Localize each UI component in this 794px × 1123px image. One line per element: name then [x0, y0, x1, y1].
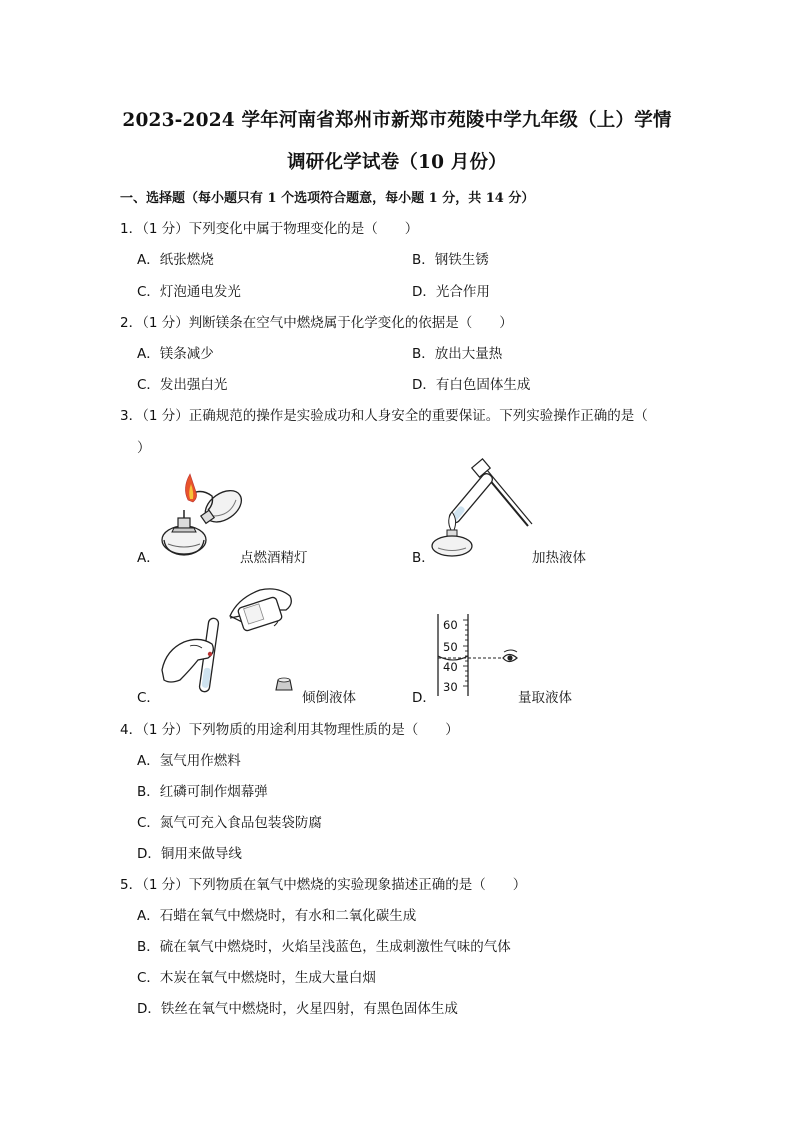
question-5-stem: 5．（1 分）下列物质在氧气中燃烧的实验现象描述正确的是（ ）: [120, 877, 527, 893]
q5-option-a[interactable]: A．石蜡在氧气中燃烧时，有水和二氧化碳生成: [137, 908, 417, 924]
q4-option-c[interactable]: C．氮气可充入食品包装袋防腐: [137, 815, 322, 831]
q2-option-a[interactable]: A．镁条减少: [137, 346, 214, 362]
pouring-liquid-figure: [160, 580, 305, 700]
q1-option-a[interactable]: A．纸张燃烧: [137, 252, 214, 268]
q4-option-d[interactable]: D．铜用来做导线: [137, 846, 242, 862]
q3-caption-b: 加热液体: [532, 550, 586, 566]
exam-title-line2: 调研化学试卷（10 月份）: [287, 152, 507, 173]
q1-option-c[interactable]: C．灯泡通电发光: [137, 284, 241, 300]
cylinder-tick-40: 40: [443, 660, 458, 674]
q3-caption-d: 量取液体: [518, 690, 572, 706]
q2-option-d[interactable]: D．有白色固体生成: [412, 377, 531, 393]
cylinder-tick-30: 30: [443, 680, 458, 694]
exam-title-line1: 2023-2024 学年河南省郑州市新郑市苑陵中学九年级（上）学情: [122, 110, 672, 131]
question-1-stem: 1．（1 分）下列变化中属于物理变化的是（ ）: [120, 221, 419, 237]
q1-option-b[interactable]: B．钢铁生锈: [412, 252, 489, 268]
q2-option-c[interactable]: C．发出强白光: [137, 377, 228, 393]
q2-option-b[interactable]: B．放出大量热: [412, 346, 503, 362]
q5-option-d[interactable]: D．铁丝在氧气中燃烧时，火星四射，有黑色固体生成: [137, 1001, 458, 1017]
q3-option-d[interactable]: D．: [412, 690, 436, 706]
q1-option-d[interactable]: D．光合作用: [412, 284, 490, 300]
question-2-stem: 2．（1 分）判断镁条在空气中燃烧属于化学变化的依据是（ ）: [120, 315, 513, 331]
cylinder-tick-60: 60: [443, 618, 458, 632]
q3-option-a[interactable]: A．: [137, 550, 160, 566]
q5-option-c[interactable]: C．木炭在氧气中燃烧时，生成大量白烟: [137, 970, 376, 986]
q3-option-b[interactable]: B．: [412, 550, 435, 566]
q5-option-b[interactable]: B．硫在氧气中燃烧时，火焰呈浅蓝色，生成刺激性气味的气体: [137, 939, 511, 955]
test-tube-heating-figure: [430, 460, 540, 565]
question-3-stem: 3．（1 分）正确规范的操作是实验成功和人身安全的重要保证。下列实验操作正确的是（: [120, 408, 648, 424]
q3-option-c[interactable]: C．: [137, 690, 160, 706]
alcohol-lamp-lighting-figure: [160, 470, 250, 560]
q4-option-b[interactable]: B．红磷可制作烟幕弹: [137, 784, 268, 800]
question-3-stem-cont: ）: [137, 440, 151, 456]
q3-caption-c: 倾倒液体: [302, 690, 356, 706]
cylinder-tick-50: 50: [443, 640, 458, 654]
question-4-stem: 4．（1 分）下列物质的用途利用其物理性质的是（ ）: [120, 722, 459, 738]
section-header: 一、选择题（每小题只有 1 个选项符合题意，每小题 1 分，共 14 分）: [120, 191, 535, 206]
q3-caption-a: 点燃酒精灯: [240, 550, 308, 566]
q4-option-a[interactable]: A．氢气用作燃料: [137, 753, 241, 769]
